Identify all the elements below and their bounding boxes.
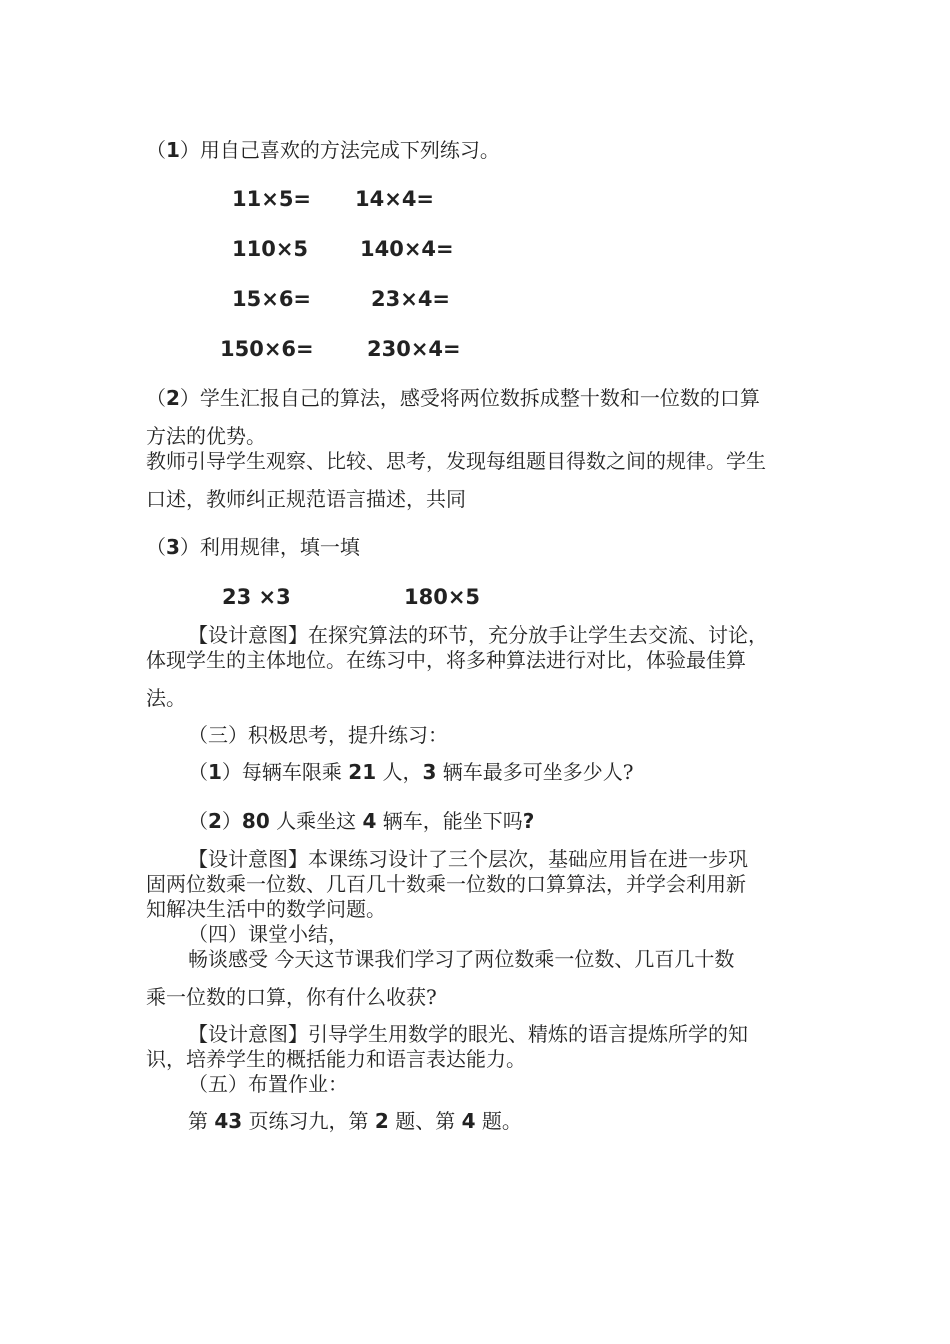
exercise-1-left: 11×5= [232, 187, 312, 211]
fill-right: 180×5 [404, 585, 481, 609]
intent2-line2: 固两位数乘一位数、几百几十数乘一位数的口算算法，并学会利用新 [146, 872, 746, 896]
intent2-line3: 知解决生活中的数学问题。 [146, 897, 386, 921]
intent1-line3: 法。 [146, 686, 186, 710]
exercise-2-left: 110×5 [232, 237, 309, 261]
question-1: （1）每辆车限乘 21 人，3 辆车最多可坐多少人? [188, 760, 634, 784]
question-2: （2）80 人乘坐这 4 辆车，能坐下吗? [188, 809, 535, 833]
exercise-3-right: 23×4= [371, 287, 451, 311]
intent1-line2: 体现学生的主体地位。在练习中，将多种算法进行对比，体验最佳算 [146, 648, 746, 672]
part1-heading: （1）用自己喜欢的方法完成下列练习。 [146, 138, 500, 162]
fill-left: 23 ×3 [222, 585, 291, 609]
section5-title: （五）布置作业： [188, 1072, 348, 1096]
part1-number: 1 [166, 138, 180, 162]
summary-line2: 乘一位数的口算，你有什么收获? [146, 985, 437, 1009]
part2-line2: 方法的优势。 [146, 424, 266, 448]
teacher-line2: 口述，教师纠正规范语言描述，共同 [146, 487, 466, 511]
section4-title: （四）课堂小结， [188, 922, 348, 946]
exercise-1-right: 14×4= [355, 187, 435, 211]
intent2-line1: 【设计意图】本课练习设计了三个层次，基础应用旨在进一步巩 [188, 847, 748, 871]
part3-number: 3 [166, 535, 180, 559]
intent3-line2: 识，培养学生的概括能力和语言表达能力。 [146, 1047, 526, 1071]
section3-title: （三）积极思考，提升练习： [188, 723, 448, 747]
homework: 第 43 页练习九，第 2 题、第 4 题。 [188, 1109, 522, 1133]
part2-line1: （2）学生汇报自己的算法，感受将两位数拆成整十数和一位数的口算 [146, 386, 760, 410]
exercise-3-left: 15×6= [232, 287, 312, 311]
exercise-4-left: 150×6= [220, 337, 314, 361]
part2-number: 2 [166, 386, 180, 410]
teacher-line1: 教师引导学生观察、比较、思考，发现每组题目得数之间的规律。学生 [146, 449, 766, 473]
summary-line1: 畅谈感受 今天这节课我们学习了两位数乘一位数、几百几十数 [188, 947, 735, 971]
part3-heading: （3）利用规律，填一填 [146, 535, 360, 559]
exercise-4-right: 230×4= [367, 337, 461, 361]
intent1-line1: 【设计意图】在探究算法的环节，充分放手让学生去交流、讨论， [188, 623, 768, 647]
intent3-line1: 【设计意图】引导学生用数学的眼光、精炼的语言提炼所学的知 [188, 1022, 748, 1046]
exercise-2-right: 140×4= [360, 237, 454, 261]
